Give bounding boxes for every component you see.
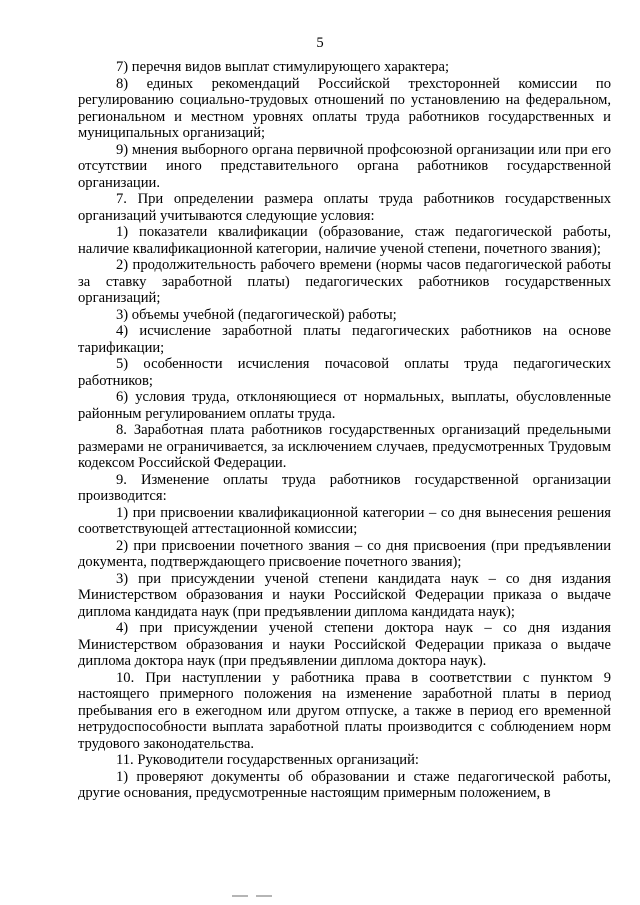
- change-3-candidate-degree: 3) при присуждении ученой степени кандидата наук – со дня издания Министерством образования и науки Российской Федерации приказа о выдаче диплома кандидата наук (при предъявлении диплома кандидата наук);: [78, 570, 611, 620]
- change-2-honorary-title: 2) при присвоении почетного звания – со дня присвоения (при предъявлении документа, подтверждающего присвоение почетного звания);: [78, 537, 611, 570]
- condition-2-working-time: 2) продолжительность рабочего времени (нормы часов педагогической работы за ставку заработной платы) педагогических работников государственных организаций;: [78, 257, 611, 306]
- condition-6-working-conditions: 6) условия труда, отклоняющиеся от нормальных, выплаты, обусловленные районным регулированием оплаты труда.: [78, 389, 611, 422]
- clause-11: 11. Руководители государственных организаций:: [116, 752, 419, 768]
- list-item-8-tripartite-commission: 8) единых рекомендаций Российской трехсторонней комиссии по регулированию социально-трудовых отношений по установлению на федеральном, региональном и местном уровнях оплаты труда работников государственных и муниципальных организаций;: [78, 75, 611, 141]
- condition-4-tariffication: 4) исчисление заработной платы педагогических работников на основе тарификации;: [78, 323, 611, 356]
- list-item-9-trade-union-opinion: 9) мнения выборного органа первичной профсоюзной организации или при его отсутствии иного представительного органа работников государственной организации.: [78, 141, 611, 191]
- scan-artifact: [232, 895, 248, 897]
- duty-1-document-check: 1) проверяют документы об образовании и стаже педагогической работы, другие основания, предусмотренные настоящим примерным положением, в: [78, 768, 611, 801]
- clause-10: 10. При наступлении у работника права в соответствии с пунктом 9 настоящего примерного положения на изменение заработной платы в период пребывания его в ежегодном или другом отпуске, а также в период его временной нетрудоспособности выплата заработной платы производится с соблюдением норм трудового законодательства.: [78, 669, 611, 752]
- clause-8: 8. Заработная плата работников государственных организаций предельными размерами не ограничивается, за исключением случаев, предусмотренных Трудовым кодексом Российской Федерации.: [78, 422, 611, 471]
- condition-5-hourly-pay: 5) особенности исчисления почасовой оплаты труда педагогических работников;: [78, 356, 611, 389]
- condition-1-qualification: 1) показатели квалификации (образование, стаж педагогической работы, наличие квалификационной категории, наличие ученой степени, почетного звания);: [78, 224, 611, 257]
- change-1-category: 1) при присвоении квалификационной категории – со дня вынесения решения соответствующей аттестационной комиссии;: [78, 504, 611, 537]
- page-number: 5: [316, 35, 324, 51]
- change-4-doctor-degree: 4) при присуждении ученой степени доктора наук – со дня издания Министерством образования и науки Российской Федерации приказа о выдаче диплома доктора наук (при предъявлении диплома доктора наук).: [78, 620, 611, 669]
- condition-3-workload: 3) объемы учебной (педагогической) работы;: [116, 306, 397, 323]
- document-body: [78, 59, 611, 802]
- clause-9: 9. Изменение оплаты труда работников государственной организации производится:: [78, 471, 611, 504]
- list-item-7-incentive-payments: 7) перечня видов выплат стимулирующего характера;: [116, 59, 450, 75]
- scan-artifact: [256, 895, 272, 897]
- clause-7: 7. При определении размера оплаты труда работников государственных организаций учитываются следующие условия:: [78, 191, 611, 224]
